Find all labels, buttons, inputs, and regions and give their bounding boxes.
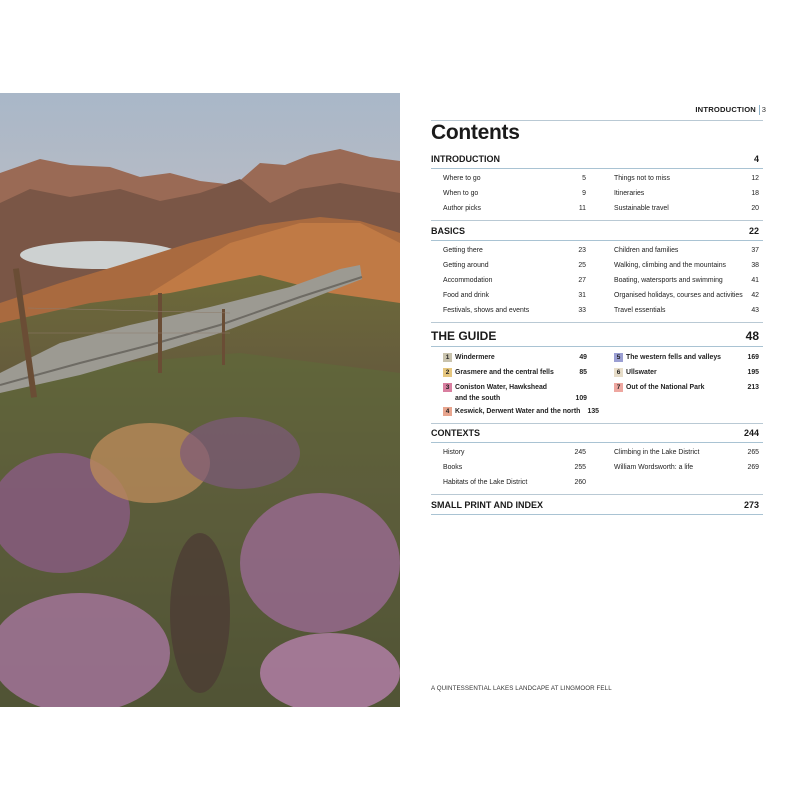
toc-entry-label: Where to go <box>443 175 481 182</box>
toc-entry[interactable] <box>614 464 759 474</box>
toc-entry-page: 245 <box>574 449 586 456</box>
section-label: SMALL PRINT AND INDEX <box>431 500 544 510</box>
chapter-number-badge: 3 <box>443 383 452 392</box>
chapter-number-badge: 1 <box>443 353 452 362</box>
toc-entry-label: Food and drink <box>443 292 489 299</box>
toc-entry[interactable] <box>614 190 759 200</box>
chapter-entry[interactable] <box>443 353 587 363</box>
toc-entry-label: History <box>443 449 465 456</box>
toc-entry-page: 33 <box>578 307 586 314</box>
toc-entry-label: Getting there <box>443 247 483 254</box>
toc-entry-label: Accommodation <box>443 277 493 284</box>
toc-entry[interactable] <box>614 205 759 215</box>
section-label: INTRODUCTION <box>431 154 500 164</box>
running-head <box>431 104 766 121</box>
toc-entry-page: 11 <box>578 205 586 212</box>
section-heading-introduction[interactable] <box>431 154 763 169</box>
toc-entry-label: Boating, watersports and swimming <box>614 277 723 284</box>
chapter-title: Grasmere and the central fells <box>455 369 554 376</box>
section-page: 244 <box>743 428 759 438</box>
toc-entry[interactable] <box>614 247 759 257</box>
chapter-entry[interactable] <box>614 353 759 363</box>
toc-entry-page: 38 <box>751 262 759 269</box>
photo-caption: A QUINTESSENTIAL LAKES LANDCAPE AT LINGMOOR FELL <box>431 685 612 692</box>
toc-entry-page: 9 <box>582 190 586 197</box>
chapter-title: Coniston Water, Hawkshead <box>455 384 548 391</box>
toc-entry[interactable] <box>614 175 759 185</box>
toc-entry-label: Sustainable travel <box>614 205 669 212</box>
section-rule <box>431 494 763 495</box>
chapter-number-badge: 7 <box>614 383 623 392</box>
section-page: 22 <box>748 226 759 236</box>
chapter-page: 85 <box>579 369 587 376</box>
toc-entry[interactable] <box>443 247 586 257</box>
toc-entry[interactable] <box>443 277 586 287</box>
toc-entry-label: When to go <box>443 190 479 197</box>
toc-entry-label: Festivals, shows and events <box>443 307 530 314</box>
chapter-page: 109 <box>575 395 587 402</box>
toc-entry-page: 18 <box>751 190 759 197</box>
toc-entry-page: 265 <box>747 449 759 456</box>
section-rule <box>431 322 763 323</box>
section-heading-contexts[interactable] <box>431 428 763 443</box>
toc-entry-label: Walking, climbing and the mountains <box>614 262 726 269</box>
toc-entry[interactable] <box>443 292 586 302</box>
toc-entry-page: 37 <box>751 247 759 254</box>
toc-entry-label: Author picks <box>443 205 481 212</box>
running-head-label: INTRODUCTION <box>695 105 756 114</box>
section-heading-small-print[interactable] <box>431 500 763 515</box>
chapter-entry[interactable] <box>443 407 599 417</box>
toc-entry-page: 27 <box>578 277 586 284</box>
chapter-entry[interactable] <box>614 383 759 393</box>
toc-entry-label: William Wordsworth: a life <box>614 464 694 471</box>
toc-entry-page: 23 <box>578 247 586 254</box>
chapter-title: The western fells and valleys <box>626 354 721 361</box>
toc-entry-page: 42 <box>751 292 759 299</box>
toc-entry[interactable] <box>443 307 586 317</box>
toc-entry-page: 25 <box>578 262 586 269</box>
toc-entry-label: Habitats of the Lake District <box>443 479 528 486</box>
toc-entry[interactable] <box>443 449 586 459</box>
toc-entry[interactable] <box>443 205 586 215</box>
toc-entry-page: 5 <box>582 175 586 182</box>
chapter-page: 213 <box>747 384 759 391</box>
toc-entry-page: 31 <box>578 292 586 299</box>
toc-entry-page: 12 <box>751 175 759 182</box>
toc-entry-label: Getting around <box>443 262 489 269</box>
running-head-page-number: 3 <box>761 105 766 114</box>
section-page: 48 <box>745 329 759 343</box>
toc-entry[interactable] <box>443 190 586 200</box>
page-title: Contents <box>431 121 520 144</box>
section-heading-basics[interactable] <box>431 226 763 241</box>
toc-entry-page: 260 <box>574 479 586 486</box>
chapter-page: 169 <box>747 354 759 361</box>
toc-entry-label: Climbing in the Lake District <box>614 449 700 456</box>
section-page: 273 <box>743 500 759 510</box>
toc-entry[interactable] <box>614 277 759 287</box>
toc-entry-label: Itineraries <box>614 190 645 197</box>
toc-entry-label: Children and families <box>614 247 679 254</box>
toc-entry-page: 255 <box>574 464 586 471</box>
landscape-illustration <box>0 93 400 707</box>
chapter-title: Ullswater <box>626 369 657 376</box>
toc-entry[interactable] <box>614 292 759 302</box>
toc-entry-label: Things not to miss <box>614 175 670 182</box>
toc-entry-label: Travel essentials <box>614 307 666 314</box>
chapter-page: 135 <box>587 408 599 415</box>
chapter-title: Windermere <box>455 354 495 361</box>
chapter-number-badge: 5 <box>614 353 623 362</box>
chapter-number-badge: 6 <box>614 368 623 377</box>
toc-entry[interactable] <box>614 262 759 272</box>
chapter-number-badge: 4 <box>443 407 452 416</box>
toc-entry-label: Organised holidays, courses and activities <box>614 292 743 299</box>
chapter-page: 49 <box>579 354 587 361</box>
chapter-number-badge: 2 <box>443 368 452 377</box>
toc-entry[interactable] <box>443 262 586 272</box>
chapter-entry[interactable] <box>443 383 587 404</box>
section-label: BASICS <box>431 226 466 236</box>
chapter-title-continued: and the south <box>455 395 501 402</box>
chapter-page: 195 <box>747 369 759 376</box>
toc-entry-page: 43 <box>751 307 759 314</box>
section-rule <box>431 220 763 221</box>
section-page: 4 <box>753 154 759 164</box>
toc-entry-label: Books <box>443 464 463 471</box>
chapter-entry[interactable] <box>614 368 759 378</box>
toc-entry-page: 269 <box>747 464 759 471</box>
toc-entry[interactable] <box>443 464 586 474</box>
toc-entry-page: 41 <box>751 277 759 284</box>
landscape-photo <box>0 93 400 707</box>
toc-entry[interactable] <box>614 307 759 317</box>
section-heading-the-guide[interactable] <box>431 330 763 347</box>
chapter-entry[interactable] <box>443 368 587 378</box>
chapter-title: Keswick, Derwent Water and the north <box>455 408 581 415</box>
chapter-title: Out of the National Park <box>626 384 705 391</box>
toc-entry[interactable] <box>614 449 759 459</box>
toc-entry[interactable] <box>443 175 586 185</box>
section-rule <box>431 423 763 424</box>
section-label: CONTEXTS <box>431 428 481 438</box>
running-head-divider <box>759 105 760 115</box>
toc-entry-page: 20 <box>751 205 759 212</box>
toc-entry[interactable] <box>443 479 586 489</box>
section-label: THE GUIDE <box>431 329 497 343</box>
